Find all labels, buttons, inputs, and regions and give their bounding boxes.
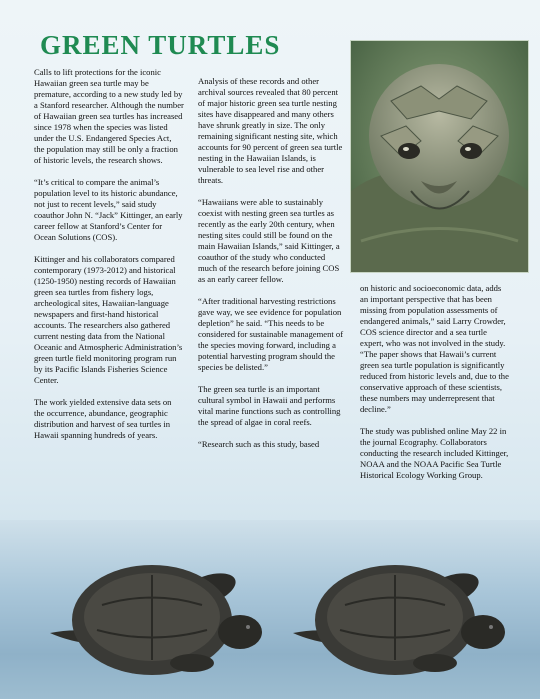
paragraph: The study was published online May 22 in the journal Ecography. Collaborators conducting the research included Kittinger, NOAA and the NOAA Pacific Sea Turtle Historical Ecology Working Group. [360,426,509,480]
text-column-1 [34,67,184,452]
article-title: GREEN TURTLES [40,30,281,60]
paragraph: “After traditional harvesting restrictions gave way, we see evidence for population depletion” he said. “This needs to be considered for sustainable management of the species moving forward, including a potential harvesting program should the species be delisted.” [198,296,344,372]
paragraph: “Research such as this study, based [198,439,320,449]
text-column-3 [360,283,510,492]
paragraph: Analysis of these records and other archival sources revealed that 80 percent of major historic green sea turtle nesting sites have disappeared and many others have shrunk greatly in size. The only remaining significant nesting site, which accounts for 90 percent of green sea turtle nesting in the Hawaiian Islands, is vulnerable to sea level rise and other threats. [198,76,343,185]
paragraph: The green sea turtle is an important cultural symbol in Hawaii and performs vital marine functions such as controlling the spread of algae in coral reefs. [198,384,341,427]
paragraph: Kittinger and his collaborators compared contemporary (1973-2012) and historical (1250-1950) nesting records of Hawaiian green sea turtles from fishery logs, archeological sites, Hawaiian-language newspapers and first-hand historical accounts. The researchers also gathered current nesting data from the National Oceanic and Atmospheric Administration’s green turtle field monitoring program run by its Pacific Islands Fisheries Science Center. [34,254,183,385]
paragraph: “It’s critical to compare the animal’s population level to its historic abundance, not just to recent levels,” said study coauthor John N. “Jack” Kittinger, an early career fellow at Stanford’s Center for Ocean Solutions (COS). [34,177,183,242]
text-column-2 [198,76,345,461]
paragraph: The work yielded extensive data sets on the occurrence, abundance, geographic distribution and harvest of sea turtles in Hawaii spanning hundreds of years. [34,397,172,440]
swimming-turtle-image [42,535,267,680]
paragraph: on historic and socioeconomic data, adds an important perspective that has been missing from population assessments of endangered animals,” said Larry Crowder, COS science director and a sea turtle expert, who was not involved in the study. “The paper shows that Hawaii’s current green sea turtle population is significantly reduced from historic levels and, due to the conservative approach of these scientists, these numbers may underrepresent that decline.” [360,283,509,414]
swimming-turtle-image [285,535,510,680]
turtle-closeup-photo [350,40,529,273]
paragraph: Calls to lift protections for the iconic Hawaiian green sea turtle may be premature, according to a new study led by a Stanford researcher. Although the number of Hawaiian green sea turtles has increased since 1978 when the species was listed under the U.S. Endangered Species Act, the population may still be only a fraction of historic levels, the research shows. [34,67,184,165]
paragraph: “Hawaiians were able to sustainably coexist with nesting green sea turtles as recently as the early 20th century, when nesting sites could still be found on the main Hawaiian Islands,” said Kittinger, a coauthor of the study who conducted much of the research before joining COS as an early career fellow. [198,197,340,284]
